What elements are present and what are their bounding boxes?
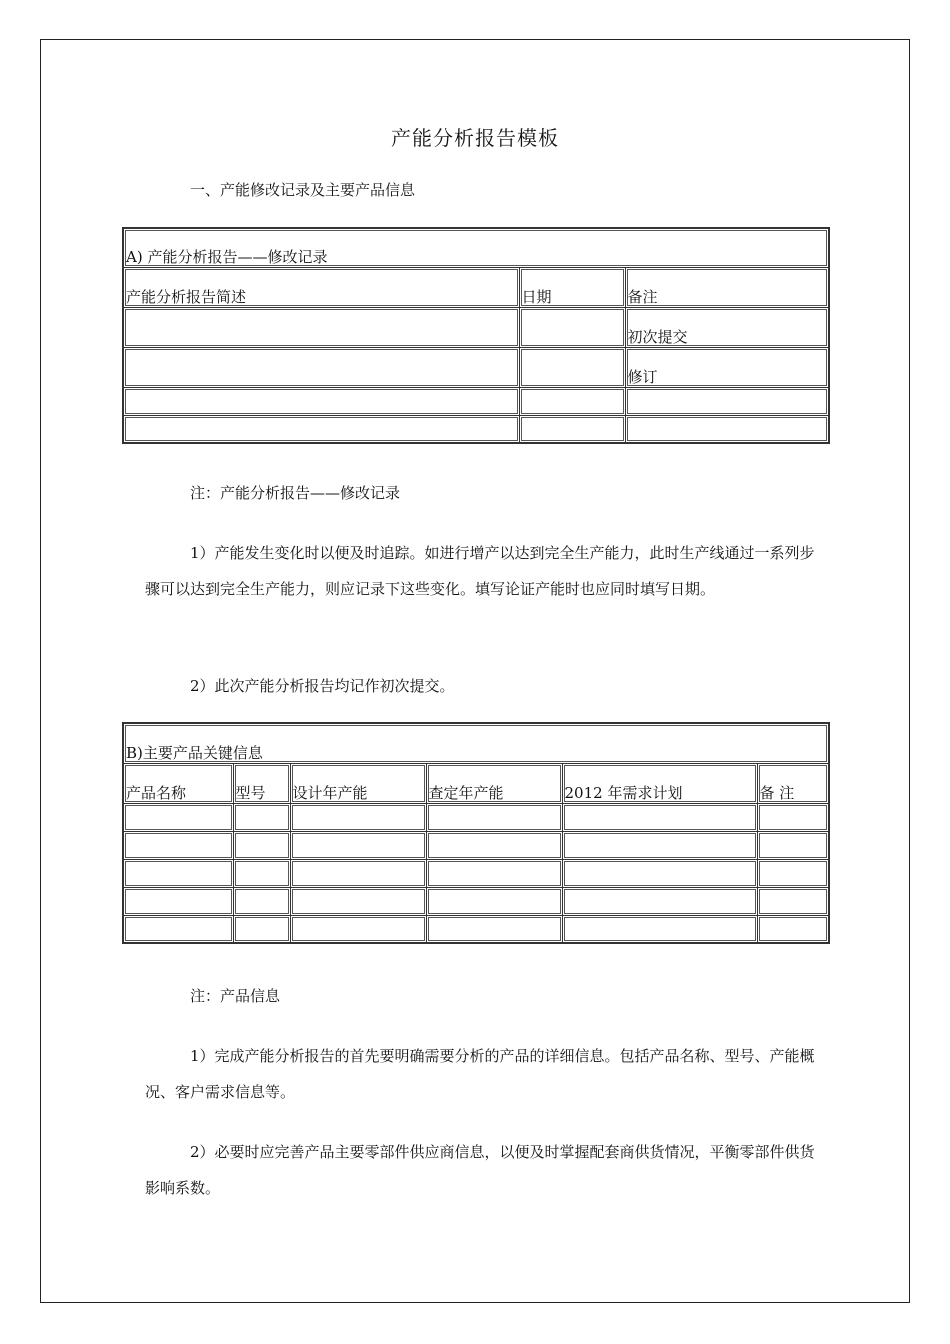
table-cell [233, 803, 290, 831]
table-cell [123, 347, 519, 387]
note-heading: 注：产品信息 [190, 987, 281, 1005]
table-row [123, 887, 829, 915]
table-cell [519, 415, 625, 443]
product-info-table [122, 722, 830, 944]
header-cell: 备 注 [757, 763, 829, 803]
table-cell [426, 915, 562, 943]
table-row [123, 915, 829, 943]
note-paragraph: 2）必要时应完善产品主要零部件供应商信息，以便及时掌握配套商供货情况，平衡零部件供货影响系数。 [145, 1143, 815, 1197]
table-cell [562, 831, 757, 859]
table-cell [123, 387, 519, 415]
table-cell [123, 887, 233, 915]
header-cell: 型号 [233, 763, 290, 803]
table-row [123, 803, 829, 831]
header-cell: 查定年产能 [426, 763, 562, 803]
table-cell [562, 803, 757, 831]
table-cell [290, 831, 426, 859]
table-cell [426, 859, 562, 887]
table-row [123, 415, 829, 443]
table-cell [290, 915, 426, 943]
table-caption: B)主要产品关键信息 [123, 723, 829, 763]
header-cell: 备注 [625, 267, 829, 307]
table-cell [625, 387, 829, 415]
revision-record-table [122, 227, 830, 444]
section-heading: 一、产能修改记录及主要产品信息 [190, 181, 416, 199]
table-cell [562, 859, 757, 887]
table-row [123, 387, 829, 415]
note-heading: 注：产能分析报告——修改记录 [190, 484, 401, 502]
table-cell [519, 347, 625, 387]
table-cell [562, 887, 757, 915]
header-cell: 日期 [519, 267, 625, 307]
table-cell [757, 915, 829, 943]
table-row [123, 859, 829, 887]
table-row [123, 307, 829, 347]
table-row [123, 831, 829, 859]
table-cell [562, 915, 757, 943]
table-cell [123, 831, 233, 859]
table-cell [290, 887, 426, 915]
table-cell [233, 831, 290, 859]
table-row [123, 347, 829, 387]
note-paragraph: 2）此次产能分析报告均记作初次提交。 [190, 677, 455, 695]
header-cell: 产能分析报告简述 [123, 267, 519, 307]
note-paragraph: 1）完成产能分析报告的首先要明确需要分析的产品的详细信息。包括产品名称、型号、产能概况、客户需求信息等。 [145, 1047, 815, 1101]
table-cell [123, 803, 233, 831]
table-cell [290, 803, 426, 831]
table-cell [426, 803, 562, 831]
table-cell [233, 859, 290, 887]
table-cell [757, 859, 829, 887]
table-cell: 修订 [625, 347, 829, 387]
table-cell [233, 887, 290, 915]
header-cell: 2012 年需求计划 [562, 763, 757, 803]
table-cell [757, 803, 829, 831]
table-cell [123, 415, 519, 443]
table-header-row [123, 763, 829, 803]
table-cell [519, 307, 625, 347]
header-cell: 设计年产能 [290, 763, 426, 803]
table-cell [519, 387, 625, 415]
table-cell [426, 887, 562, 915]
table-cell [290, 859, 426, 887]
table-cell: 初次提交 [625, 307, 829, 347]
table-cell [123, 915, 233, 943]
table-cell [757, 887, 829, 915]
table-cell [426, 831, 562, 859]
header-cell: 产品名称 [123, 763, 233, 803]
note-paragraph: 1）产能发生变化时以便及时追踪。如进行增产以达到完全生产能力，此时生产线通过一系列步骤可以达到完全生产能力，则应记录下这些变化。填写论证产能时也应同时填写日期。 [145, 544, 815, 598]
table-cell [625, 415, 829, 443]
table-caption: A) 产能分析报告——修改记录 [123, 228, 829, 267]
table-cell [123, 307, 519, 347]
table-cell [233, 915, 290, 943]
table-header-row [123, 267, 829, 307]
document-title: 产能分析报告模板 [391, 126, 559, 150]
table-cell [757, 831, 829, 859]
table-cell [123, 859, 233, 887]
